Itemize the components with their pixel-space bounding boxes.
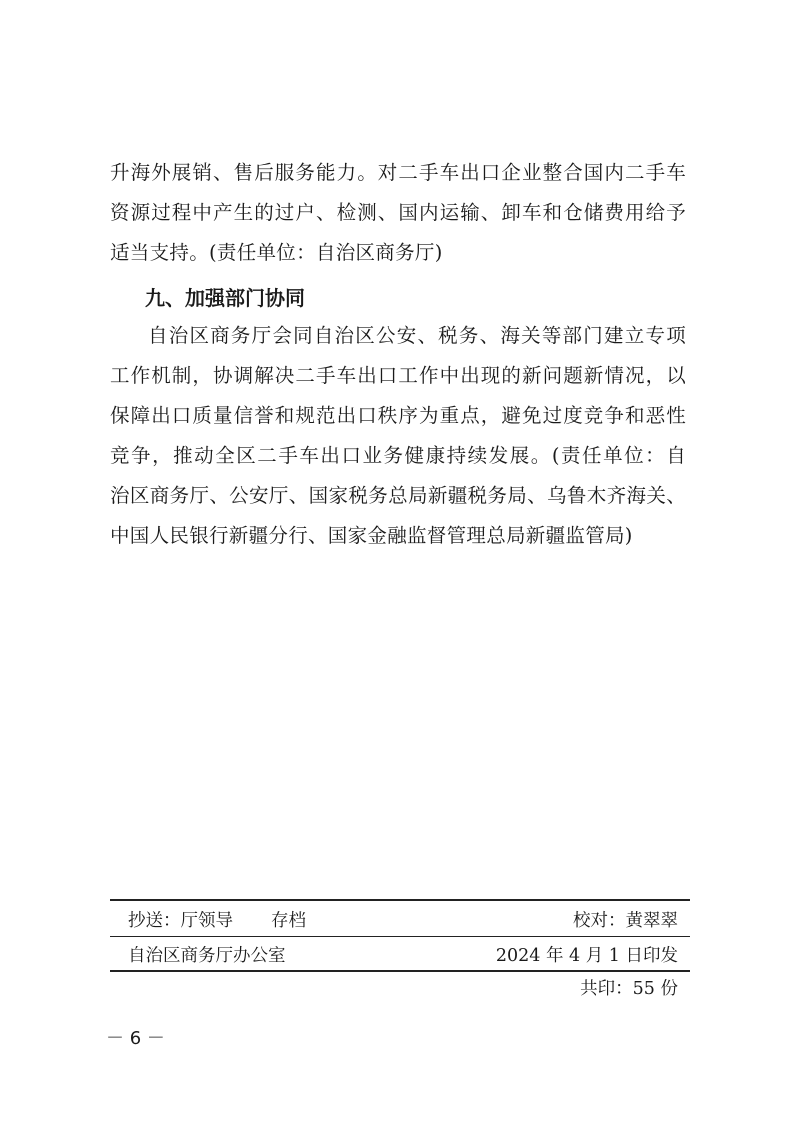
proofread-label: 校对：黄翠翠 [573,911,678,931]
footer-cc-row [128,907,678,932]
paragraph-line: 治区商务厅、公安厅、国家税务总局新疆税务局、乌鲁木齐海关、 [110,484,686,507]
footer-copies-row [128,975,678,1000]
paragraph-line: 升海外展销、售后服务能力。对二手车出口企业整合国内二手车 [110,161,686,184]
footer-middle-rule [110,936,690,937]
footer-issue-row [128,942,678,967]
footer-bottom-rule [110,970,690,972]
issue-date: 2024 年 4 月 1 日印发 [495,946,678,966]
copies-count: 共印：55 份 [580,979,678,999]
paragraph-line: 工作机制，协调解决二手车出口工作中出现的新问题新情况，以 [110,364,686,387]
paragraph-line: 保障出口质量信誉和规范出口秩序为重点，避免过度竞争和恶性 [110,404,686,427]
paragraph-line: 中国人民银行新疆分行、国家金融监督管理总局新疆监管局) [110,524,633,547]
paragraph-line: 资源过程中产生的过户、检测、国内运输、卸车和仓储费用给予 [110,201,686,224]
paragraph-line: 适当支持。(责任单位：自治区商务厅) [110,241,443,264]
paragraph-line: 自治区商务厅会同自治区公安、税务、海关等部门建立专项 [148,324,686,347]
issuing-office: 自治区商务厅办公室 [128,946,286,966]
paragraph-line: 竞争，推动全区二手车出口业务健康持续发展。(责任单位：自 [110,444,686,467]
paragraph-support [110,153,686,273]
cc-group [128,907,344,932]
footer-top-rule [110,899,690,901]
section-heading: 九、加强部门协同 [145,286,305,310]
cc-label: 抄送：厅领导 [128,911,233,931]
page-number: － 6 － [106,1028,165,1049]
paragraph-coordination [110,316,686,556]
archive-label: 存档 [271,911,306,931]
